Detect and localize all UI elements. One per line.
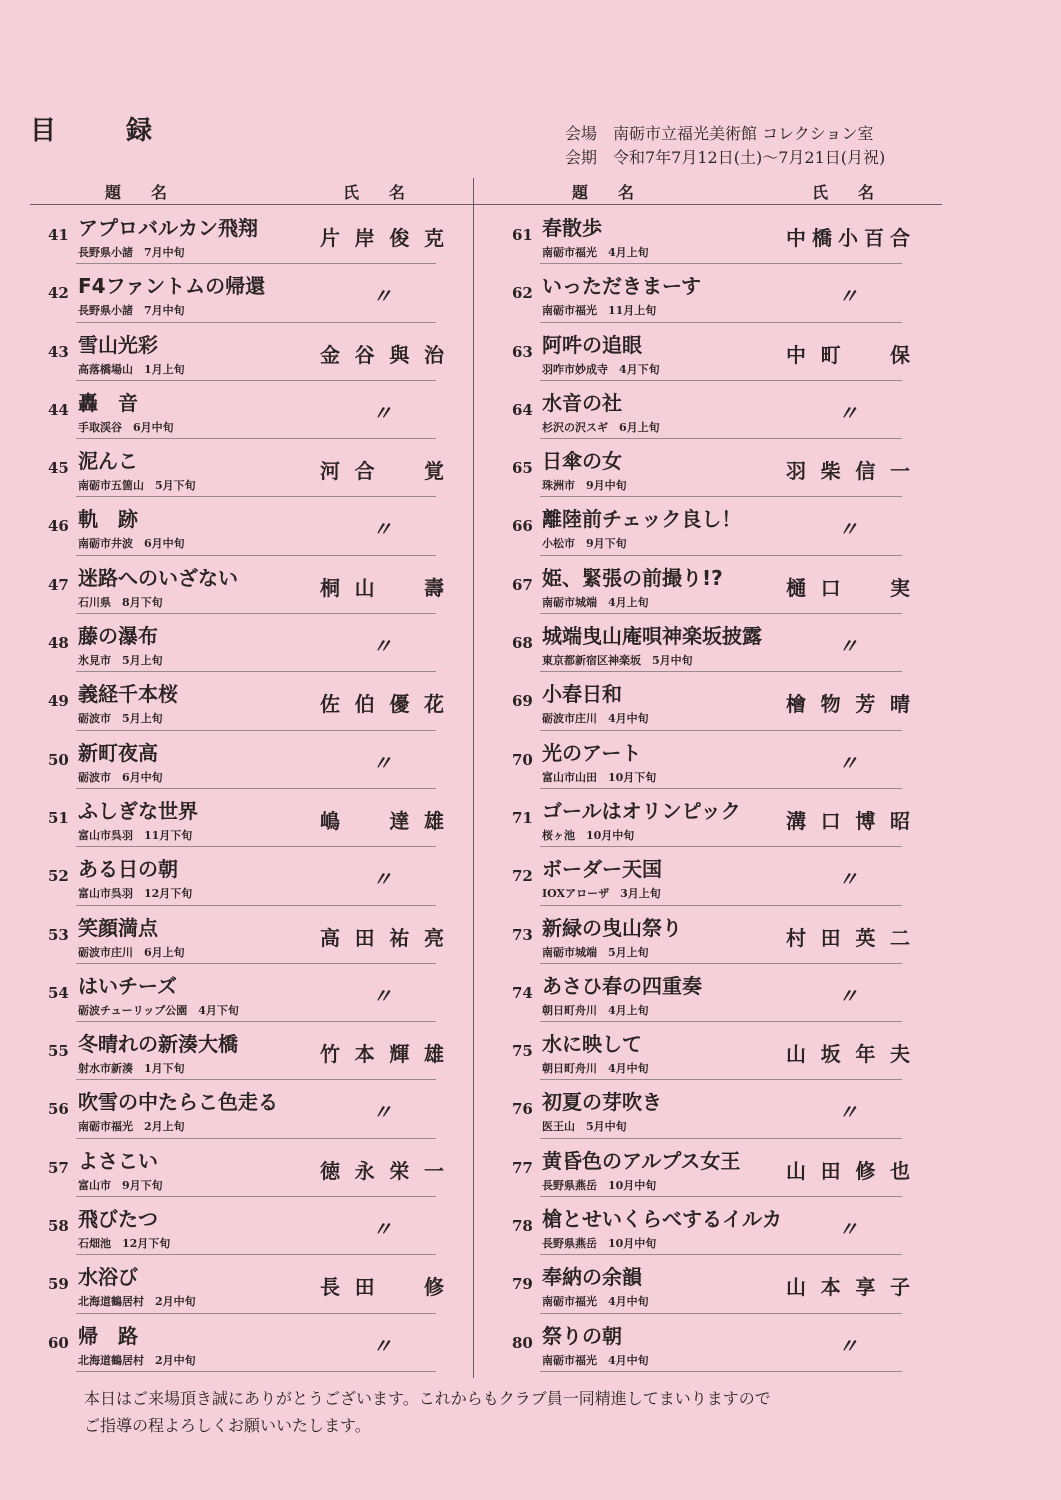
entry-author: 佐伯優花 [320, 692, 444, 717]
catalog-entry [48, 1197, 436, 1255]
entry-number: 76 [512, 1100, 533, 1119]
entry-number: 79 [512, 1275, 533, 1294]
entry-title: 迷路へのいざない [78, 565, 238, 590]
entry-location: 砺波市庄川 4月中旬 [542, 712, 649, 726]
entry-location: IOXアローザ 3月上旬 [542, 887, 661, 901]
left-entry-list [48, 206, 444, 1372]
catalog-entry [48, 789, 444, 847]
venue-info [565, 122, 885, 170]
entry-title: 笑顔満点 [78, 915, 158, 940]
catalog-entry [512, 964, 902, 1022]
catalog-entry [48, 1314, 436, 1372]
entry-number: 71 [512, 808, 533, 827]
closing-message [84, 1385, 771, 1439]
entry-number: 64 [512, 400, 533, 419]
entry-author: 〃 [372, 400, 392, 425]
entry-number: 75 [512, 1042, 533, 1061]
entry-title: 新町夜高 [78, 740, 158, 765]
entry-number: 78 [512, 1217, 533, 1236]
header-divider [30, 204, 942, 205]
entry-author: 〃 [372, 517, 392, 542]
entry-title: 軌 跡 [78, 507, 138, 532]
closing-line-2: ご指導の程よろしくお願いいたします。 [84, 1416, 371, 1435]
catalog-entry [48, 1255, 444, 1313]
column-divider [473, 178, 474, 1378]
entry-author: 〃 [838, 983, 858, 1008]
entry-title: 義経千本桜 [78, 682, 178, 707]
entry-number: 65 [512, 459, 533, 478]
entry-author: 竹本輝雄 [320, 1042, 444, 1067]
catalog-entry [512, 789, 910, 847]
entry-author: 〃 [372, 867, 392, 892]
entry-number: 46 [48, 517, 69, 536]
catalog-entry [48, 497, 436, 555]
entry-title: 冬晴れの新湊大橋 [78, 1032, 238, 1057]
catalog-entry [48, 206, 444, 264]
entry-location: 北海道鶴居村 2月中旬 [78, 1353, 196, 1367]
catalog-entry [512, 206, 910, 264]
entry-title: F4ファントムの帰還 [78, 274, 266, 299]
entry-location: 石畑池 12月下旬 [78, 1237, 171, 1251]
entry-number: 70 [512, 750, 533, 769]
entry-author: 山坂年夫 [786, 1042, 910, 1067]
catalog-entry [512, 556, 910, 614]
entry-author: 〃 [372, 750, 392, 775]
entry-number: 60 [48, 1333, 69, 1352]
catalog-entry [48, 1080, 436, 1138]
entry-number: 61 [512, 226, 533, 244]
catalog-entry [512, 1197, 902, 1255]
entry-title: 新緑の曳山祭り [542, 915, 682, 940]
catalog-entry [48, 381, 436, 439]
entry-location: 南砺市福光 4月上旬 [542, 246, 649, 259]
entry-author: 金谷與治 [320, 342, 444, 367]
entry-location: 砺波市 5月上旬 [78, 712, 163, 726]
entry-location: 医王山 5月中旬 [542, 1120, 627, 1134]
entry-title: 轟 音 [78, 390, 138, 415]
entry-author: 中橋小百合 [786, 226, 910, 250]
entry-title: 小春日和 [542, 682, 622, 707]
entry-location: 長野県燕岳 10月中旬 [542, 1237, 657, 1251]
entry-location: 手取渓谷 6月中旬 [78, 420, 174, 434]
entry-author: 〃 [838, 1333, 858, 1358]
venue-location: 会場 南砺市立福光美術館 コレクション室 [565, 124, 874, 143]
entry-author: 中町 保 [786, 342, 910, 367]
entry-location: 砺波チューリップ公園 4月下旬 [78, 1003, 239, 1017]
entry-number: 55 [48, 1042, 69, 1061]
entry-location: 小松市 9月下旬 [542, 537, 627, 551]
entry-author: 〃 [372, 634, 392, 659]
catalog-entry [512, 323, 910, 381]
entry-author: 〃 [838, 517, 858, 542]
entry-location: 北海道鶴居村 2月中旬 [78, 1295, 196, 1309]
entry-location: 砺波市 6月中旬 [78, 770, 163, 784]
entry-number: 63 [512, 342, 533, 361]
entry-number: 56 [48, 1100, 69, 1119]
entry-number: 73 [512, 925, 533, 944]
page-title: 目 録 [30, 116, 175, 146]
catalog-entry [48, 439, 444, 497]
entry-number: 52 [48, 867, 69, 886]
entry-location: 南砺市福光 2月上旬 [78, 1120, 185, 1134]
catalog-entry [48, 1139, 444, 1197]
left-title-header: 題名 [105, 183, 198, 202]
entry-title: ボーダー天国 [542, 857, 662, 882]
entry-title: はいチーズ [78, 973, 177, 998]
entry-number: 67 [512, 575, 533, 594]
catalog-entry [48, 323, 444, 381]
entry-author: 長田 修 [320, 1275, 444, 1300]
entry-number: 42 [48, 284, 69, 303]
entry-number: 74 [512, 983, 533, 1002]
entry-author: 〃 [372, 1333, 392, 1358]
entry-location: 富山市呉羽 11月下旬 [78, 828, 193, 842]
entry-number: 45 [48, 459, 69, 478]
entry-title: 黄昏色のアルプス女王 [542, 1148, 741, 1173]
entry-title: 帰 路 [78, 1323, 138, 1348]
entry-author: 〃 [372, 1100, 392, 1125]
entry-location: 富山市 9月下旬 [78, 1178, 163, 1192]
entry-location: 南砺市城端 4月上旬 [542, 595, 649, 609]
entry-location: 南砺市井波 6月中旬 [78, 537, 185, 551]
entry-number: 47 [48, 575, 69, 594]
catalog-entry [512, 1139, 910, 1197]
entry-number: 51 [48, 808, 69, 827]
entry-number: 49 [48, 692, 69, 711]
entry-title: 初夏の芽吹き [542, 1090, 662, 1115]
entry-title: 吹雪の中たらこ色走る [78, 1090, 278, 1115]
catalog-entry [48, 672, 444, 730]
catalog-entry [48, 964, 436, 1022]
entry-number: 80 [512, 1333, 533, 1352]
entry-location: 珠洲市 9月中旬 [542, 479, 627, 493]
entry-location: 長野県燕岳 10月中旬 [542, 1178, 657, 1192]
entry-author: 〃 [838, 634, 858, 659]
entry-location: 石川県 8月下旬 [78, 595, 163, 609]
entry-location: 朝日町舟川 4月中旬 [542, 1062, 649, 1076]
entry-title: いっただきまーす [542, 274, 701, 299]
entry-title: アプロバルカン飛翔 [78, 216, 258, 240]
entry-author: 山田修也 [786, 1158, 910, 1183]
entry-author: 片岸俊克 [320, 226, 444, 250]
entry-location: 南砺市福光 4月中旬 [542, 1353, 649, 1367]
entry-location: 高落橋場山 1月上旬 [78, 362, 185, 376]
entry-title: 光のアート [542, 740, 642, 765]
entry-rule [76, 1371, 436, 1372]
right-name-header: 氏名 [812, 183, 905, 202]
entry-location: 南砺市五箇山 5月下旬 [78, 479, 196, 493]
entry-title: 水音の社 [542, 390, 622, 415]
entry-author: 〃 [838, 284, 858, 309]
entry-author: 嶋 達雄 [320, 808, 444, 833]
entry-title: あさひ春の四重奏 [542, 973, 702, 998]
catalog-entry [48, 731, 436, 789]
entry-author: 羽柴信一 [786, 459, 910, 484]
entry-author: 〃 [838, 1217, 858, 1242]
entry-author: 桐山 壽 [320, 575, 444, 600]
entry-location: 朝日町舟川 4月上旬 [542, 1003, 649, 1017]
entry-title: 姫、緊張の前撮り!? [542, 565, 723, 590]
venue-period: 会期 令和7年7月12日(土)～7月21日(月祝) [565, 148, 886, 167]
entry-title: 水浴び [78, 1265, 138, 1290]
entry-number: 53 [48, 925, 69, 944]
entry-title: 阿吽の追眼 [542, 332, 642, 357]
entry-number: 62 [512, 284, 533, 303]
entry-location: 杉沢の沢スギ 6月上旬 [542, 420, 660, 434]
right-title-header: 題名 [572, 183, 665, 202]
entry-author: 溝口博昭 [786, 808, 910, 833]
entry-author: 徳永栄一 [320, 1158, 444, 1183]
entry-number: 59 [48, 1275, 69, 1294]
entry-author: 樋口 実 [786, 575, 910, 600]
entry-location: 氷見市 5月上旬 [78, 654, 163, 668]
catalog-entry [512, 614, 902, 672]
entry-number: 41 [48, 226, 69, 244]
entry-title: 祭りの朝 [542, 1323, 622, 1348]
catalog-entry [512, 497, 902, 555]
entry-number: 77 [512, 1158, 533, 1177]
entry-author: 村田英二 [786, 925, 910, 950]
catalog-entry [48, 264, 436, 322]
entry-title: 奉納の余韻 [542, 1265, 642, 1290]
catalog-entry [512, 1022, 910, 1080]
entry-author: 〃 [372, 284, 392, 309]
entry-author: 〃 [838, 750, 858, 775]
entry-location: 南砺市福光 11月上旬 [542, 304, 657, 318]
entry-number: 50 [48, 750, 69, 769]
entry-title: 春散歩 [542, 216, 602, 240]
catalog-entry [512, 1314, 902, 1372]
entry-location: 長野県小諸 7月中旬 [78, 246, 185, 259]
entry-location: 富山市呉羽 12月下旬 [78, 887, 193, 901]
entry-title: よさこい [78, 1148, 158, 1173]
entry-location: 砺波市庄川 6月上旬 [78, 945, 185, 959]
catalog-entry [512, 847, 902, 905]
entry-number: 72 [512, 867, 533, 886]
entry-location: 長野県小諸 7月中旬 [78, 304, 185, 318]
entry-number: 66 [512, 517, 533, 536]
catalog-entry [512, 439, 910, 497]
entry-title: ふしぎな世界 [78, 798, 198, 823]
entry-title: 離陸前チェック良し！ [542, 507, 742, 532]
entry-author: 〃 [838, 400, 858, 425]
entry-number: 68 [512, 634, 533, 653]
entry-location: 桜ヶ池 10月中旬 [542, 828, 635, 842]
entry-number: 69 [512, 692, 533, 711]
catalog-entry [512, 381, 902, 439]
entry-title: ゴールはオリンピック [542, 798, 741, 823]
catalog-entry [48, 1022, 444, 1080]
entry-number: 44 [48, 400, 69, 419]
entry-rule [540, 1371, 902, 1372]
entry-title: 藤の瀑布 [78, 624, 158, 649]
entry-title: 城端曳山庵唄神楽坂披露 [542, 624, 762, 649]
catalog-entry [512, 1080, 902, 1138]
entry-title: 雪山光彩 [78, 332, 158, 357]
entry-number: 54 [48, 983, 69, 1002]
entry-location: 東京都新宿区神楽坂 5月中旬 [542, 654, 693, 668]
entry-author: 〃 [838, 867, 858, 892]
catalog-entry [512, 731, 902, 789]
closing-line-1: 本日はご来場頂き誠にありがとうございます。これからもクラブ員一同精進してまいりますので [84, 1389, 771, 1408]
entry-author: 〃 [372, 1217, 392, 1242]
catalog-entry [48, 556, 444, 614]
entry-location: 射水市新湊 1月下旬 [78, 1062, 185, 1076]
catalog-entry [512, 264, 902, 322]
catalog-entry [48, 906, 444, 964]
catalog-entry [512, 906, 910, 964]
catalog-entry [48, 847, 436, 905]
entry-number: 58 [48, 1217, 69, 1236]
catalog-entry [512, 672, 910, 730]
entry-author: 檜物芳晴 [786, 692, 910, 717]
catalog-entry [48, 614, 436, 672]
entry-author: 〃 [372, 983, 392, 1008]
entry-title: ある日の朝 [78, 857, 178, 882]
entry-number: 57 [48, 1158, 69, 1177]
entry-location: 南砺市福光 4月中旬 [542, 1295, 649, 1309]
entry-location: 南砺市城端 5月上旬 [542, 945, 649, 959]
entry-title: 槍とせいくらべするイルカ [542, 1207, 782, 1232]
entry-number: 43 [48, 342, 69, 361]
left-name-header: 氏名 [343, 183, 436, 202]
entry-title: 飛びたつ [78, 1207, 158, 1232]
entry-author: 山本享子 [786, 1275, 910, 1300]
entry-author: 高田祐亮 [320, 925, 444, 950]
entry-author: 河合 覚 [320, 459, 444, 484]
catalog-entry [512, 1255, 910, 1313]
entry-title: 泥んこ [78, 449, 138, 474]
entry-title: 水に映して [542, 1032, 642, 1057]
entry-location: 富山市山田 10月下旬 [542, 770, 657, 784]
entry-number: 48 [48, 634, 69, 653]
right-entry-list [512, 206, 910, 1372]
entry-location: 羽咋市妙成寺 4月下旬 [542, 362, 660, 376]
entry-author: 〃 [838, 1100, 858, 1125]
entry-title: 日傘の女 [542, 449, 622, 474]
